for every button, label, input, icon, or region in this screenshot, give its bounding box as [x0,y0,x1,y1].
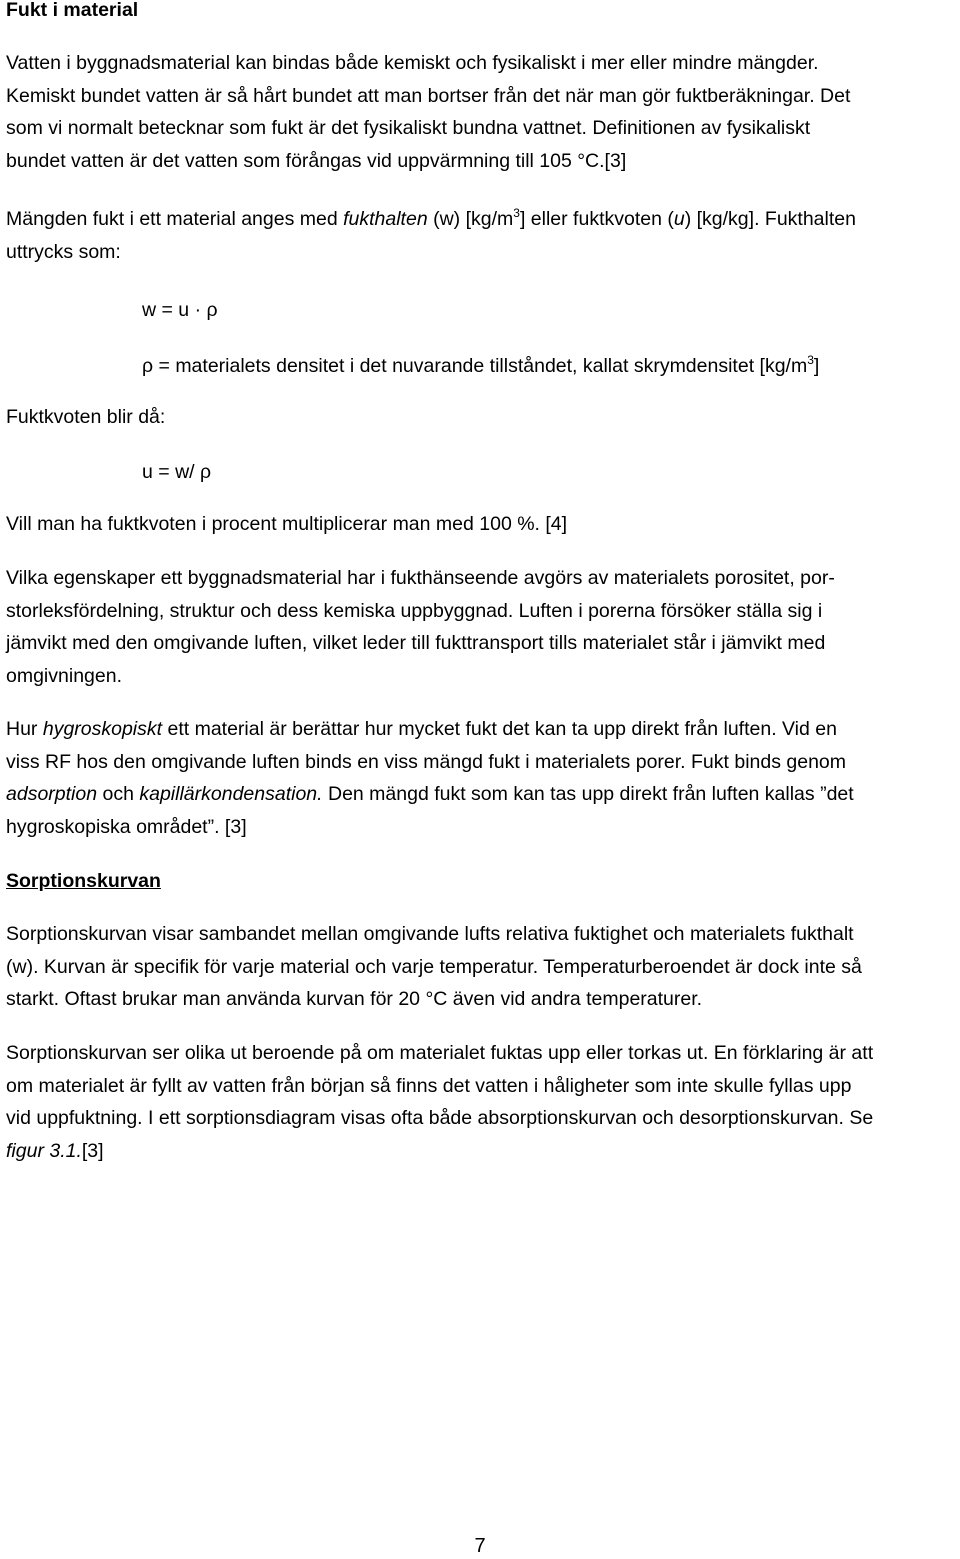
text-line: uttrycks som: [6,240,121,263]
paragraph-egenskaper [6,562,956,692]
text-line: storleksfördelning, struktur och dess kemiska uppbyggnad. Luften i porerna försöker ställa sig i [6,599,823,622]
term-fukthalten: fukthalten [343,208,428,230]
text-line: (w). Kurvan är specifik för varje material och varje temperatur. Temperaturberoendet är dock inte så [6,955,862,978]
text-line: Kemiskt bundet vatten är så hårt bundet att man bortser från det när man gör fuktberäkningar. Det [6,84,851,107]
term-adsorption: adsorption [6,783,98,805]
rho-definition [142,350,956,383]
paragraph-mangden-fukt [6,203,956,268]
formula-u: u = w/ ρ [142,461,212,483]
formula-w: w = u · ρ [142,299,218,321]
text-line: Sorptionskurvan visar sambandet mellan omgivande lufts relativa fuktighet och materialets fukthalt [6,923,854,945]
text-line [6,203,956,236]
text-line: bundet vatten är det vatten som förångas vid uppvärmning till 105 °C.[3] [6,149,627,172]
text: ] eller fuktkvoten ( [519,208,674,230]
symbol-u: u [673,208,685,230]
text: Mängden fukt i ett material anges med [6,208,344,230]
text-line [6,1135,956,1168]
superscript: 3 [807,353,814,367]
paragraph-sorptionskurvan-ser [6,1037,956,1167]
text-line: viss RF hos den omgivande luften binds en viss mängd fukt i materialets porer. Fukt binds genom [6,750,847,773]
text-line [6,778,956,811]
section-heading-sorptionskurvan: Sorptionskurvan [6,870,161,892]
text: (w) [kg/m [427,208,514,230]
text: ρ = materialets densitet i det nuvarande tillståndet, kallat skrymdensitet [kg/m [142,355,808,377]
citation: [3] [81,1139,104,1162]
text-line: Vatten i byggnadsmaterial kan bindas både kemiskt och fysikaliskt i mer eller mindre mängder. [6,52,819,74]
paragraph-hygroskopiskt [6,713,956,843]
text-line: omgivningen. [6,664,122,687]
text: Den mängd fukt som kan tas upp direkt från luften kallas ”det [322,783,854,805]
term-kapillarkondensation: kapillärkondensation. [139,783,323,805]
text-line: starkt. Oftast brukar man använda kurvan för 20 °C även vid andra temperaturer. [6,988,703,1010]
section-heading-fukt-i-material: Fukt i material [6,0,139,21]
text-line: om materialet är fyllt av vatten från början så finns det vatten i håligheter som inte skulle fyllas upp [6,1074,852,1097]
text-line: jämvikt med den omgivande luften, vilket leder till fukttransport tills materialet står i jämvikt med [6,632,826,654]
text: ] [813,355,820,377]
text-line: vid uppfuktning. I ett sorptionsdiagram visas ofta både absorptionskurvan och desorptionskurvan. Se [6,1107,874,1129]
text: ) [kg/kg]. Fukthalten [684,208,856,230]
fuktkvoten-label: Fuktkvoten blir då: [6,406,166,428]
text: Hur [6,718,43,740]
text-line: Vilka egenskaper ett byggnadsmaterial har i fukthänseende avgörs av materialets porositet, por- [6,567,835,589]
paragraph-procent: Vill man ha fuktkvoten i procent multiplicerar man med 100 %. [4] [6,513,568,535]
text-line: Sorptionskurvan ser olika ut beroende på om materialet fuktas upp eller torkas ut. En förklaring är att [6,1042,874,1064]
figure-reference: figur 3.1. [6,1139,82,1162]
text-line [6,713,956,746]
term-hygroskopiskt: hygroskopiskt [42,718,163,740]
text: och [97,783,140,805]
paragraph-vatten [6,47,956,177]
paragraph-sorptionskurvan-visar [6,918,956,1016]
text: ett material är berättar hur mycket fukt det kan ta upp direkt från luften. Vid en [162,718,837,740]
page-number: 7 [474,1535,486,1557]
document-page [6,0,956,1559]
text-line: som vi normalt betecknar som fukt är det fysikaliskt bundna vattnet. Definitionen av fysikaliskt [6,117,811,139]
text-line: hygroskopiska området”. [3] [6,815,247,838]
superscript: 3 [513,206,520,220]
